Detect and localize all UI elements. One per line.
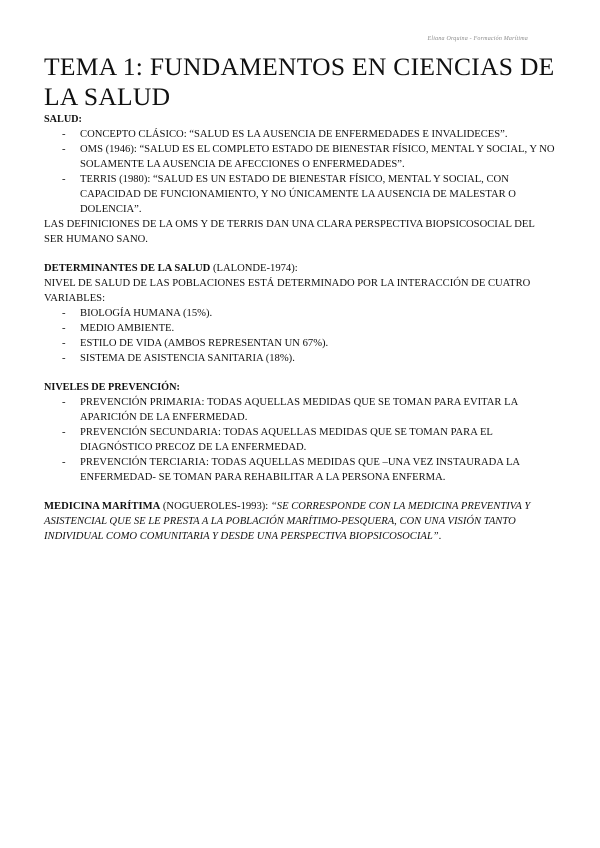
list-item: - BIOLOGÍA HUMANA (15%). [62, 306, 556, 321]
medicina-quote: “SE CORRESPONDE CON LA MEDICINA PREVENTIVA Y ASISTENCIAL QUE SE LE PRESTA A LA POBLACIÓN MARÍTIMO-PESQUERA, CON UNA VISIÓN TANTO INDIVIDUAL COMO COMUNITARIA Y DESDE UNA PERSPECTIVA BIOPSICOSOCIAL” [44, 501, 531, 542]
determinantes-heading-line [44, 261, 556, 276]
determinantes-intro: NIVEL DE SALUD DE LAS POBLACIONES ESTÁ DETERMINADO POR LA INTERACCIÓN DE CUATRO VARIABLES: [44, 278, 531, 304]
list-item: - OMS (1946): “SALUD ES EL COMPLETO ESTADO DE BIENESTAR FÍSICO, MENTAL Y SOCIAL, Y NO SOLAMENTE LA AUSENCIA DE AFECCIONES O ENFERMEDADES”. [62, 142, 556, 172]
section-heading-salud: SALUD: [44, 114, 82, 125]
section-heading-determinantes: DETERMINANTES DE LA SALUD [44, 263, 211, 274]
salud-list [44, 127, 556, 217]
determinantes-list [44, 306, 556, 366]
determinantes-source: (LALONDE-1974): [210, 263, 298, 274]
section-determinantes [44, 261, 556, 366]
medicina-paragraph [44, 499, 556, 544]
list-item: - PREVENCIÓN SECUNDARIA: TODAS AQUELLAS MEDIDAS QUE SE TOMAN PARA EL DIAGNÓSTICO PRECOZ DE LA ENFERMEDAD. [62, 425, 556, 455]
list-item: - TERRIS (1980): “SALUD ES UN ESTADO DE BIENESTAR FÍSICO, MENTAL Y SOCIAL, CON CAPACIDAD DE FUNCIONAMIENTO, Y NO ÚNICAMENTE LA AUSENCIA DE MALESTAR O DOLENCIA”. [62, 172, 556, 217]
list-item: - PREVENCIÓN PRIMARIA: TODAS AQUELLAS MEDIDAS QUE SE TOMAN PARA EVITAR LA APARICIÓN DE LA ENFERMEDAD. [62, 395, 556, 425]
document-page [44, 52, 556, 544]
section-salud [44, 112, 556, 247]
document-body [44, 112, 556, 544]
list-item: - PREVENCIÓN TERCIARIA: TODAS AQUELLAS MEDIDAS QUE –UNA VEZ INSTAURADA LA ENFERMEDAD- SE TOMAN PARA REHABILITAR A LA PERSONA ENFERMA. [62, 455, 556, 485]
header-note: Eliana Orquina - Formación Marítima [427, 36, 528, 42]
page-title: TEMA 1: FUNDAMENTOS EN CIENCIAS DE LA SALUD [44, 52, 555, 111]
prevencion-list [44, 395, 556, 485]
section-prevencion [44, 380, 556, 485]
section-heading-medicina: MEDICINA MARÍTIMA [44, 501, 161, 512]
section-medicina-maritima [44, 499, 556, 544]
medicina-source: (NOGUEROLES-1993): [160, 501, 271, 512]
medicina-end: . [438, 531, 442, 542]
list-item: - ESTILO DE VIDA (AMBOS REPRESENTAN UN 67%). [62, 336, 556, 351]
salud-closing: LAS DEFINICIONES DE LA OMS Y DE TERRIS DAN UNA CLARA PERSPECTIVA BIOPSICOSOCIAL DEL SER HUMANO SANO. [44, 219, 535, 245]
list-item: - CONCEPTO CLÁSICO: “SALUD ES LA AUSENCIA DE ENFERMEDADES E INVALIDECES”. [62, 127, 556, 142]
section-heading-prevencion: NIVELES DE PREVENCIÓN: [44, 382, 180, 393]
list-item: - MEDIO AMBIENTE. [62, 321, 556, 336]
list-item: - SISTEMA DE ASISTENCIA SANITARIA (18%). [62, 351, 556, 366]
